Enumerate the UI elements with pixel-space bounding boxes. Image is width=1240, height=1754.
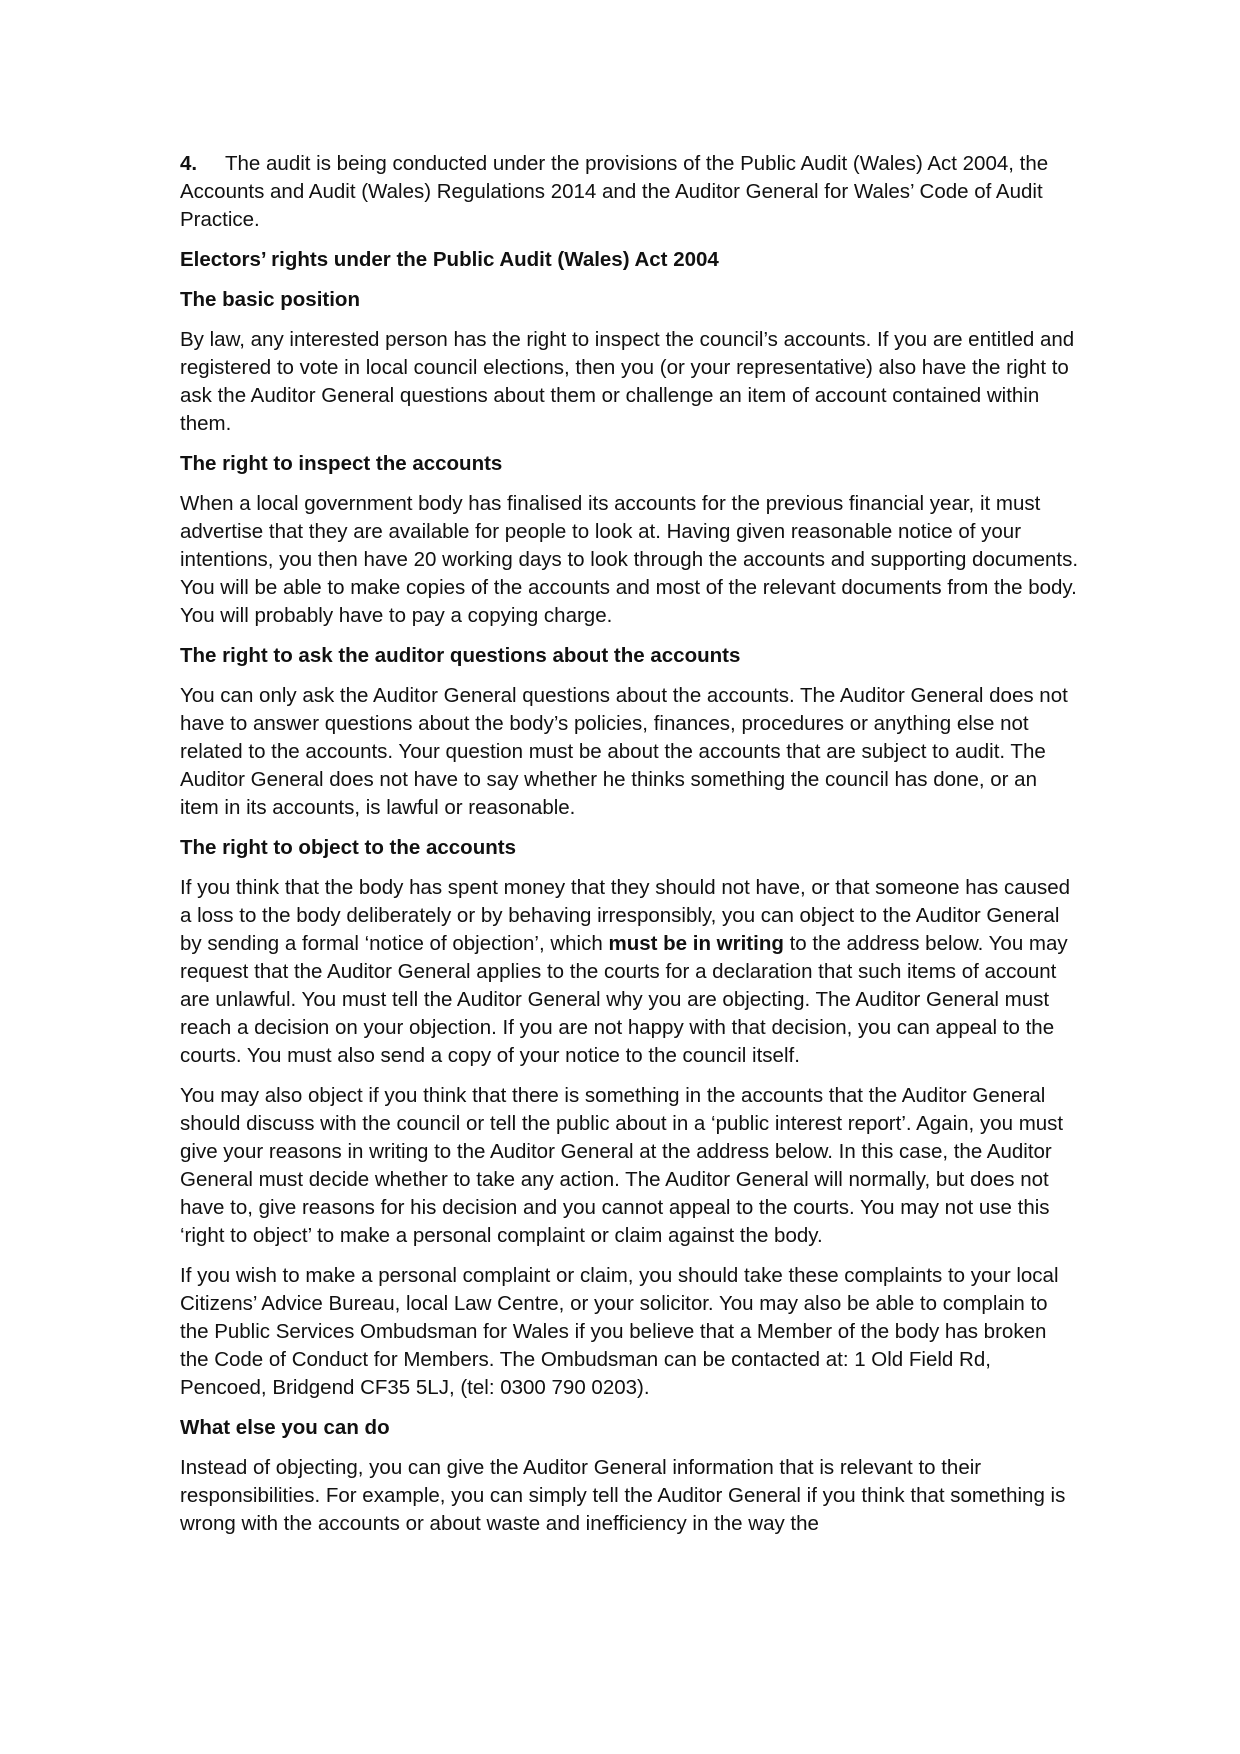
intro-paragraph: [180, 150, 1080, 234]
heading-basic-position: The basic position: [180, 288, 360, 311]
intro-text: The audit is being conducted under the provisions of the Public Audit (Wales) Act 2004, the Accounts and Audit (Wales) Regulations 2014 and the Auditor General for Wales’ Code of Audit Practice.: [180, 152, 1049, 231]
heading-right-ask: The right to ask the auditor questions about the accounts: [180, 644, 741, 667]
paragraph-basic-position: By law, any interested person has the right to inspect the council’s accounts. If you are entitled and registered to vote in local council elections, then you (or your representative) also have the right to ask the Auditor General questions about them or challenge an item of account contained within them.: [180, 328, 1075, 435]
paragraph-right-object-3: If you wish to make a personal complaint or claim, you should take these complaints to your local Citizens’ Advice Bureau, local Law Centre, or your solicitor. You may also be able to complain to the Public Services Ombudsman for Wales if you believe that a Member of the body has broken the Code of Conduct for Members. The Ombudsman can be contacted at: 1 Old Field Rd, Pencoed, Bridgend CF35 5LJ, (tel: 0300 790 0203).: [180, 1264, 1059, 1399]
paragraph-right-object-1: [180, 874, 1080, 1070]
object-text-a: If you think that the body has spent money that they should not have, or that someone has caused a loss to the body deliberately or by behaving irresponsibly, you can object to the Auditor General by sending a formal ‘notice of objection’, which: [180, 876, 1071, 955]
heading-right-object: The right to object to the accounts: [180, 836, 516, 859]
section-number: 4.: [180, 152, 198, 175]
object-text-b: to the address below. You may request that the Auditor General applies to the courts for a declaration that such items of account are unlawful. You must tell the Auditor General why you are objecting. The Auditor General must reach a decision on your objection. If you are not happy with that decision, you can appeal to the courts. You must also send a copy of your notice to the council itself.: [180, 932, 1068, 1067]
object-text-bold: must be in writing: [608, 932, 784, 955]
paragraph-what-else: Instead of objecting, you can give the Auditor General information that is relevant to their responsibilities. For example, you can simply tell the Auditor General if you think that something is wrong with the accounts or about waste and inefficiency in the way the: [180, 1456, 1066, 1535]
paragraph-right-object-2: You may also object if you think that there is something in the accounts that the Auditor General should discuss with the council or tell the public about in a ‘public interest report’. Again, you must give your reasons in writing to the Auditor General at the address below. In this case, the Auditor General must decide whether to take any action. The Auditor General will normally, but does not have to, give reasons for his decision and you cannot appeal to the courts. You may not use this ‘right to object’ to make a personal complaint or claim against the body.: [180, 1084, 1064, 1247]
document-page: [180, 150, 1080, 1550]
paragraph-right-inspect: When a local government body has finalised its accounts for the previous financial year, it must advertise that they are available for people to look at. Having given reasonable notice of your intentions, you then have 20 working days to look through the accounts and supporting documents. You will be able to make copies of the accounts and most of the relevant documents from the body. You will probably have to pay a copying charge.: [180, 492, 1079, 627]
heading-right-inspect: The right to inspect the accounts: [180, 452, 503, 475]
paragraph-right-ask: You can only ask the Auditor General questions about the accounts. The Auditor General does not have to answer questions about the body’s policies, finances, procedures or anything else not related to the accounts. Your question must be about the accounts that are subject to audit. The Auditor General does not have to say whether he thinks something the council has done, or an item in its accounts, is lawful or reasonable.: [180, 684, 1068, 819]
heading-electors-rights: Electors’ rights under the Public Audit (Wales) Act 2004: [180, 248, 719, 271]
heading-what-else: What else you can do: [180, 1416, 390, 1439]
